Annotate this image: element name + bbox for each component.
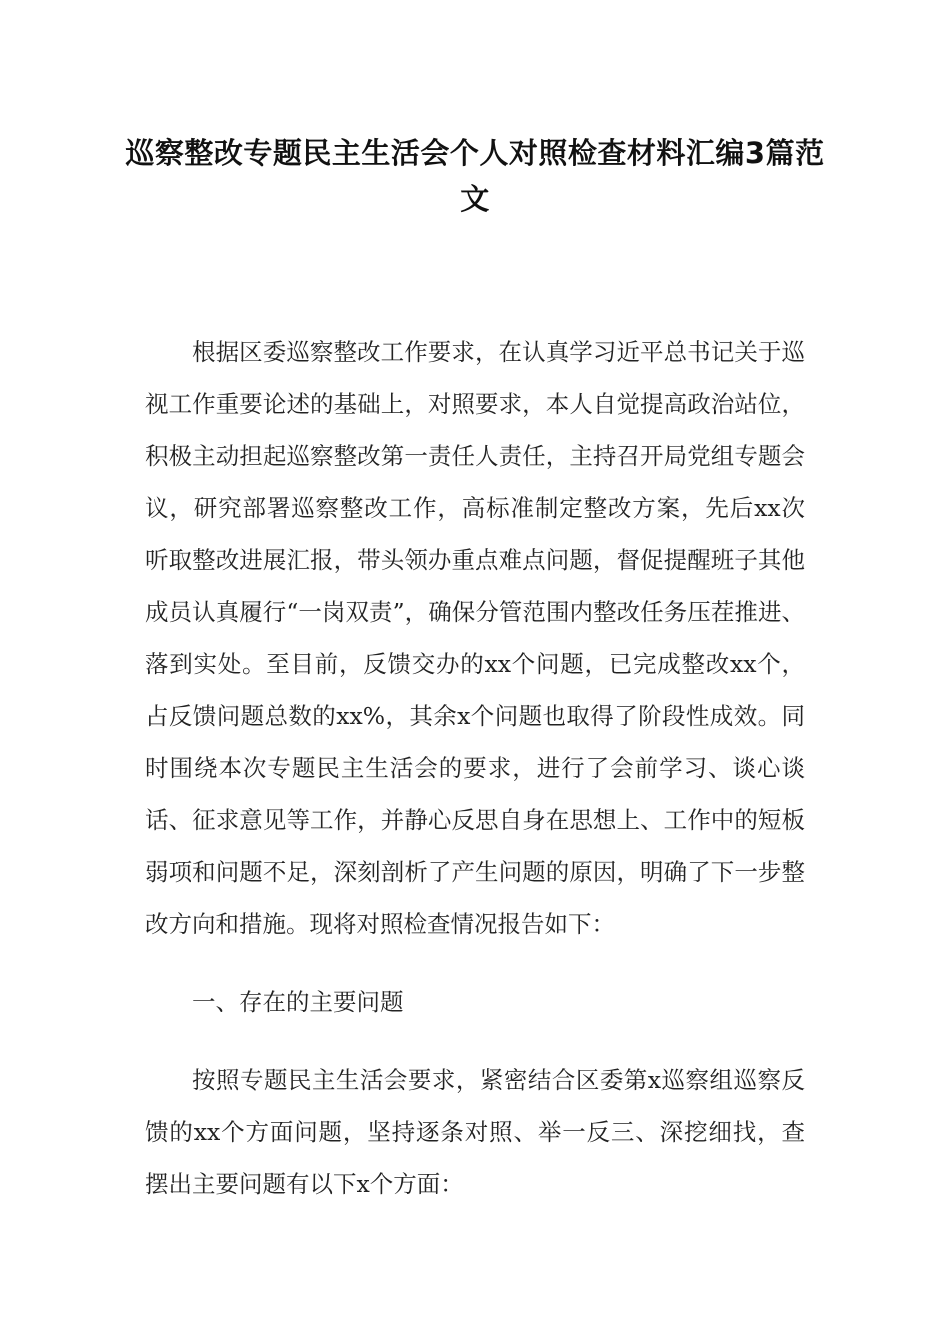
body-paragraph: 根据区委巡察整改工作要求，在认真学习近平总书记关于巡视工作重要论述的基础上，对照要求，本人自觉提高政治站位，积极主动担起巡察整改第一责任人责任，主持召开局党组专题会议，研究部署巡察整改工作，高标准制定整改方案，先后xx次听取整改进展汇报，带头领办重点难点问题，督促提醒班子其他成员认真履行“一岗双责”，确保分管范围内整改任务压茬推进、落到实处。至目前，反馈交办的xx个问题，已完成整改xx个，占反馈问题总数的xx%，其余x个问题也取得了阶段性成效。同时围绕本次专题民主生活会的要求，进行了会前学习、谈心谈话、征求意见等工作，并静心反思自身在思想上、工作中的短板弱项和问题不足，深刻剖析了产生问题的原因，明确了下一步整改方向和措施。现将对照检查情况报告如下：	[145, 338, 805, 938]
document-body	[145, 326, 805, 1210]
body-paragraph: 按照专题民主生活会要求，紧密结合区委第x巡察组巡察反馈的xx个方面问题，坚持逐条对照、举一反三、深挖细找，查摆出主要问题有以下x个方面：	[145, 1066, 805, 1198]
document-title: 巡察整改专题民主生活会个人对照检查材料汇编3篇范文	[125, 136, 825, 216]
section-heading: 一、存在的主要问题	[192, 988, 404, 1016]
